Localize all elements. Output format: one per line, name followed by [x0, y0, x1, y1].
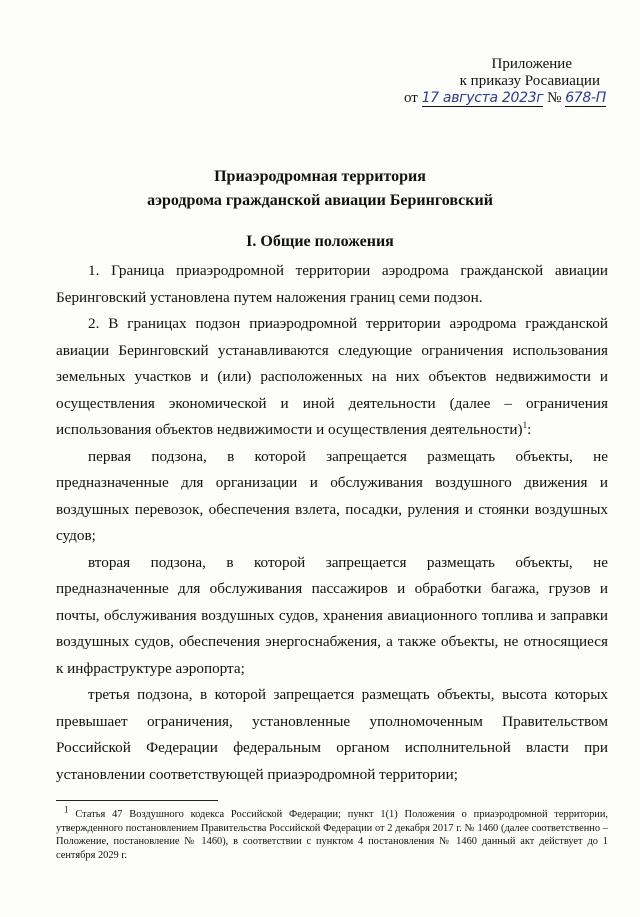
appendix-date-line [386, 90, 606, 107]
footnote-divider [56, 800, 218, 801]
paragraph-2-text: 2. В границах подзон приаэродромной территории аэродрома гражданской авиации Беринговский устанавливаются следующие ограничения использования земельных участков и (или) расположенных на них объектов недвижимости и осуществления экономической и иной деятельности (далее – ограничения использования объектов недвижимости и осуществления деятельности) [56, 315, 608, 438]
body-text [56, 258, 608, 788]
handwritten-number: 678-П [565, 90, 606, 106]
paragraph-subzone-3: третья подзона, в которой запрещается размещать объекты, высота которых превышает ограничения, установленные уполномоченным Правительством Российской Федерации федеральным органом исполнительной власти при установлении соответствующей приаэродромной территории; [56, 686, 608, 783]
appendix-block [386, 56, 606, 107]
footnote-text: Статья 47 Воздушного кодекса Российской Федерации; пункт 1(1) Положения о приаэродромной территории, утвержденного постановлением Правительства Российской Федерации от 2 декабря 2017 г. № 1460 (далее соответственно – Положение, постановление № 1460), в соответствии с пунктом 4 постановления № 1460 данный акт действует до 1 сентября 2029 г. [56, 809, 609, 861]
paragraph-subzone-1: первая подзона, в которой запрещается размещать объекты, не предназначенные для организации и обслуживания воздушного движения и воздушных перевозок, обеспечения взлета, посадки, руления и стоянки воздушных судов; [56, 447, 608, 544]
document-title-line2: аэродрома гражданской авиации Беринговский [147, 192, 493, 209]
paragraph-2 [56, 311, 608, 444]
appendix-order-ref: к приказу Росавиации [459, 73, 600, 89]
paragraph-2-end: : [527, 421, 532, 438]
document-title-line1: Приаэродромная территория [214, 168, 426, 185]
section-heading: I. Общие положения [246, 233, 394, 250]
appendix-title: Приложение [491, 56, 572, 72]
paragraph-1: 1. Граница приаэродромной территории аэродрома гражданской авиации Беринговский установлена путем наложения границ семи подзон. [56, 262, 608, 306]
date-prefix: от [403, 90, 418, 106]
number-prefix: № [547, 90, 562, 106]
handwritten-date: 17 августа 2023г [421, 90, 544, 106]
footnote [56, 804, 609, 862]
paragraph-subzone-2: вторая подзона, в которой запрещается размещать объекты, не предназначенные для обслуживания пассажиров и обработки багажа, грузов и почты, обслуживания воздушных судов, хранения авиационного топлива и заправки воздушных судов, обеспечения энергоснабжения, а также объекты, не относящиеся к инфраструктуре аэропорта; [56, 553, 608, 677]
footnote-mark: 1 [64, 804, 69, 815]
footnote-ref: 1 [522, 419, 528, 430]
